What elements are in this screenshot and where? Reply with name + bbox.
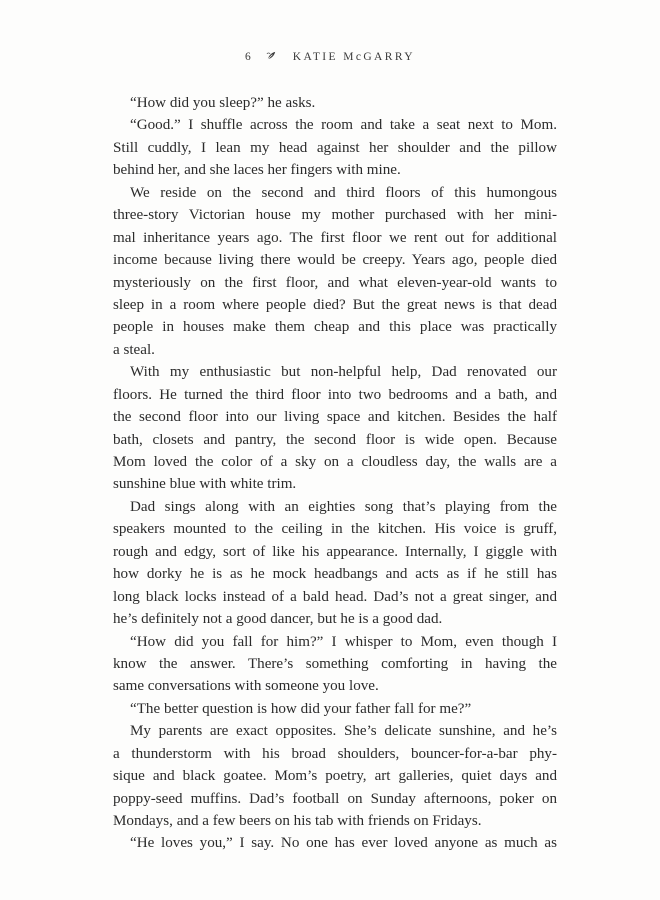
text-line: behind her, and she laces her fingers with mine. [113, 162, 401, 179]
text-line: a thunderstorm with his broad shoulders, bouncer-for-a-bar phy- [113, 745, 557, 762]
text-line: sleep in a room where people died? But the great news is that dead [113, 296, 557, 313]
text-line: the second floor into our living space and kitchen. Besides the half [113, 409, 557, 426]
leaf-ornament-icon [266, 50, 277, 61]
text-line: floors. He turned the third floor into two bedrooms and a bath, and [113, 386, 557, 403]
paragraph [113, 832, 557, 854]
text-line: mal inheritance years ago. The first floor we rent out for additional [113, 229, 557, 246]
text-line: bath, closets and pantry, the second floor is wide open. Because [113, 431, 557, 448]
text-line: Still cuddly, I lean my head against her shoulder and the pillow [113, 139, 557, 156]
text-line: sique and black goatee. Mom’s poetry, art galleries, quiet days and [113, 768, 557, 785]
text-line: know the answer. There’s something comforting in having the [113, 655, 557, 672]
body-text [113, 92, 557, 855]
text-line: long black locks instead of a bald head. Dad’s not a great singer, and [113, 588, 557, 605]
text-line: people in houses make them cheap and this place was practically [113, 319, 557, 336]
text-line: how dorky he is as he mock headbangs and acts as if he still has [113, 566, 557, 583]
text-line: “How did you fall for him?” I whisper to Mom, even though I [130, 633, 557, 650]
text-line: We reside on the second and third floors of this humongous [130, 184, 557, 201]
text-line: mysteriously on the first floor, and what eleven-year-old wants to [113, 274, 557, 291]
text-line: With my enthusiastic but non-helpful help, Dad renovated our [130, 364, 557, 381]
paragraph [113, 361, 557, 496]
text-line: “The better question is how did your father fall for me?” [130, 700, 472, 717]
paragraph [113, 698, 557, 720]
paragraph [113, 631, 557, 698]
text-line: Mom loved the color of a sky on a cloudless day, the walls are a [113, 454, 557, 470]
paragraph [113, 92, 557, 114]
paragraph [113, 182, 557, 362]
page-number: 6 [245, 51, 254, 63]
text-line: “How did you sleep?” he asks. [130, 95, 316, 111]
paragraph [113, 496, 557, 631]
text-line: “He loves you,” I say. No one has ever loved anyone as much as [130, 835, 557, 852]
text-line: a steal. [113, 341, 155, 358]
text-line: he’s definitely not a good dancer, but he is a good dad. [113, 611, 443, 628]
text-line: same conversations with someone you love. [113, 678, 379, 695]
text-line: three-story Victorian house my mother purchased with her mini- [113, 207, 557, 224]
text-line: income because living there would be creepy. Years ago, people died [113, 252, 557, 269]
author-name: KATIE McGARRY [292, 51, 415, 63]
text-line: “Good.” I shuffle across the room and take a seat next to Mom. [130, 117, 557, 134]
text-line: My parents are exact opposites. She’s delicate sunshine, and he’s [130, 723, 557, 740]
text-line: speakers mounted to the ceiling in the kitchen. His voice is gruff, [113, 521, 557, 538]
paragraph [113, 114, 557, 181]
text-line: Mondays, and a few beers on his tab with friends on Fridays. [113, 813, 482, 829]
running-head [0, 50, 660, 63]
text-line: rough and edgy, sort of like his appearance. Internally, I giggle with [113, 543, 557, 560]
paragraph [113, 720, 557, 832]
text-line: Dad sings along with an eighties song that’s playing from the [130, 498, 557, 515]
text-line: sunshine blue with white trim. [113, 476, 297, 493]
text-line: poppy-seed muffins. Dad’s football on Sunday afternoons, poker on [113, 790, 557, 807]
